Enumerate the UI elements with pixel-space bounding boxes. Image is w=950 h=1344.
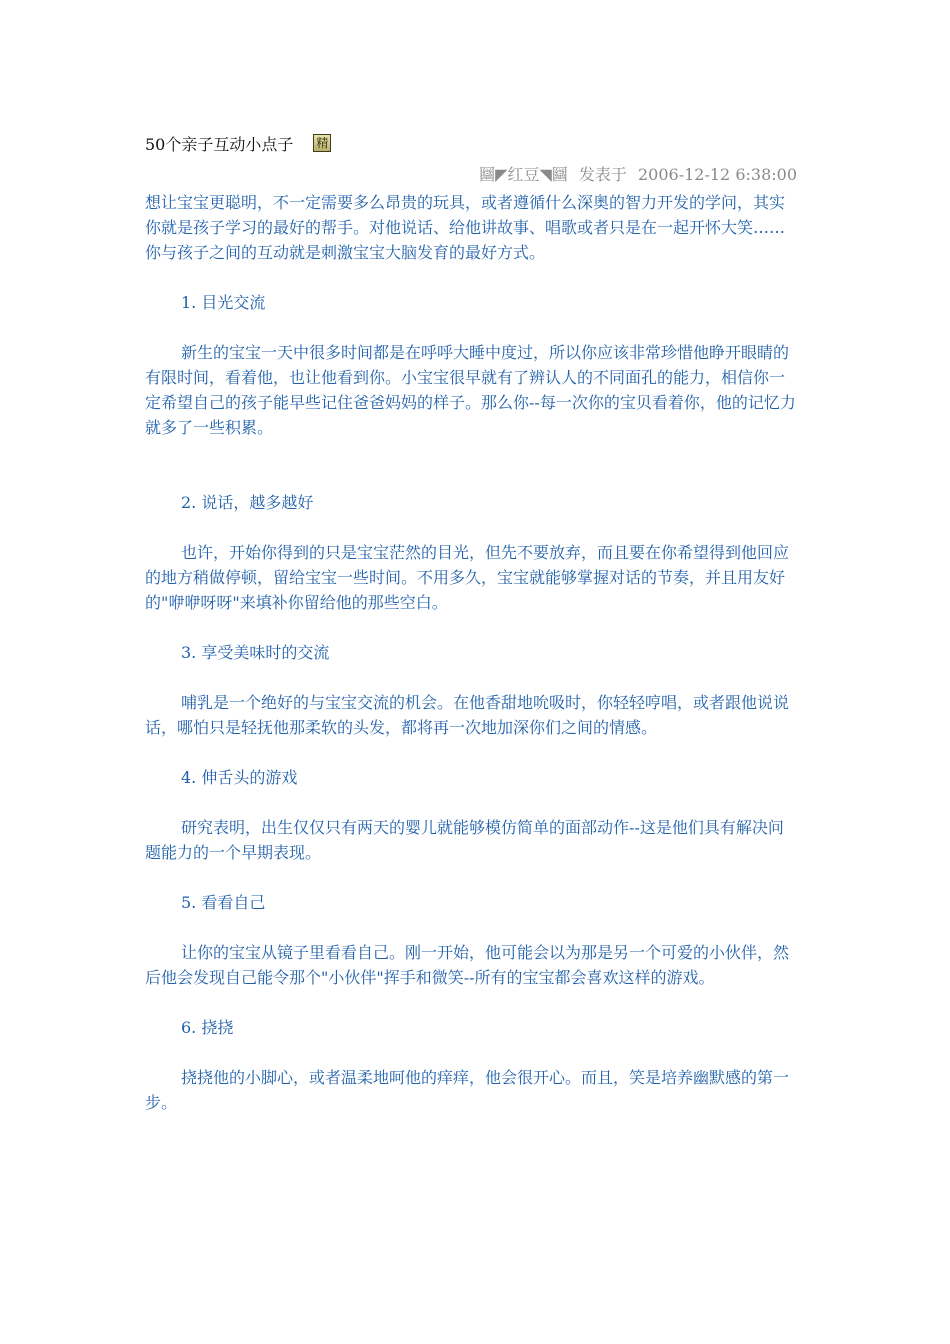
section-body-1: 新生的宝宝一天中很多时间都是在呼呼大睡中度过，所以你应该非常珍惜他睁开眼睛的有限时间，看着他，也让他看到你。小宝宝很早就有了辨认人的不同面孔的能力，相信你一定希望自己的孩子能早些记住爸爸妈妈的样子。那么你--每一次你的宝贝看着你，他的记忆力就多了一些积累。 [145, 343, 796, 437]
article-body [145, 190, 797, 1115]
section-body-4: 研究表明，出生仅仅只有两天的婴儿就能够模仿简单的面部动作--这是他们具有解决问题能力的一个早期表现。 [145, 818, 784, 862]
section-heading-1: 1. 目光交流 [181, 293, 266, 312]
posted-label: 发表于 [578, 165, 627, 184]
section-heading-6: 6. 挠挠 [181, 1018, 234, 1037]
featured-badge-icon: 精 [313, 134, 331, 152]
section-body-3: 哺乳是一个绝好的与宝宝交流的机会。在他香甜地吮吸时，你轻轻哼唱，或者跟他说说话，哪怕只是轻抚他那柔软的头发，都将再一次地加深你们之间的情感。 [145, 693, 790, 737]
section-heading-5: 5. 看看自己 [181, 893, 266, 912]
intro-paragraph: 想让宝宝更聪明，不一定需要多么昂贵的玩具，或者遵循什么深奥的智力开发的学问，其实你就是孩子学习的最好的帮手。对他说话、给他讲故事、唱歌或者只是在一起开怀大笑……你与孩子之间的互动就是刺激宝宝大脑发育的最好方式。 [145, 193, 786, 262]
section-body-2: 也许，开始你得到的只是宝宝茫然的目光，但先不要放弃，而且要在你希望得到他回应的地方稍做停顿，留给宝宝一些时间。不用多久，宝宝就能够掌握对话的节奏，并且用友好的"咿咿呀呀"来填补你留给他的那些空白。 [145, 543, 790, 612]
post-container [145, 128, 797, 1115]
post-meta [145, 160, 797, 190]
section-body-6: 挠挠他的小脚心，或者温柔地呵他的痒痒，他会很开心。而且，笑是培养幽默感的第一步。 [145, 1068, 790, 1112]
post-title: 50个亲子互动小点子 [145, 134, 294, 154]
section-body-5: 让你的宝宝从镜子里看看自己。刚一开始，他可能会以为那是另一个可爱的小伙伴，然后他会发现自己能令那个"小伙伴"挥手和微笑--所有的宝宝都会喜欢这样的游戏。 [145, 943, 790, 987]
author-name[interactable]: 圝◤红豆◥圝 [479, 165, 568, 184]
post-title-row [145, 128, 797, 158]
post-timestamp: 2006-12-12 6:38:00 [637, 165, 797, 184]
section-heading-3: 3. 享受美味时的交流 [181, 643, 330, 662]
section-heading-4: 4. 伸舌头的游戏 [181, 768, 298, 787]
section-heading-2: 2. 说话，越多越好 [181, 493, 314, 512]
